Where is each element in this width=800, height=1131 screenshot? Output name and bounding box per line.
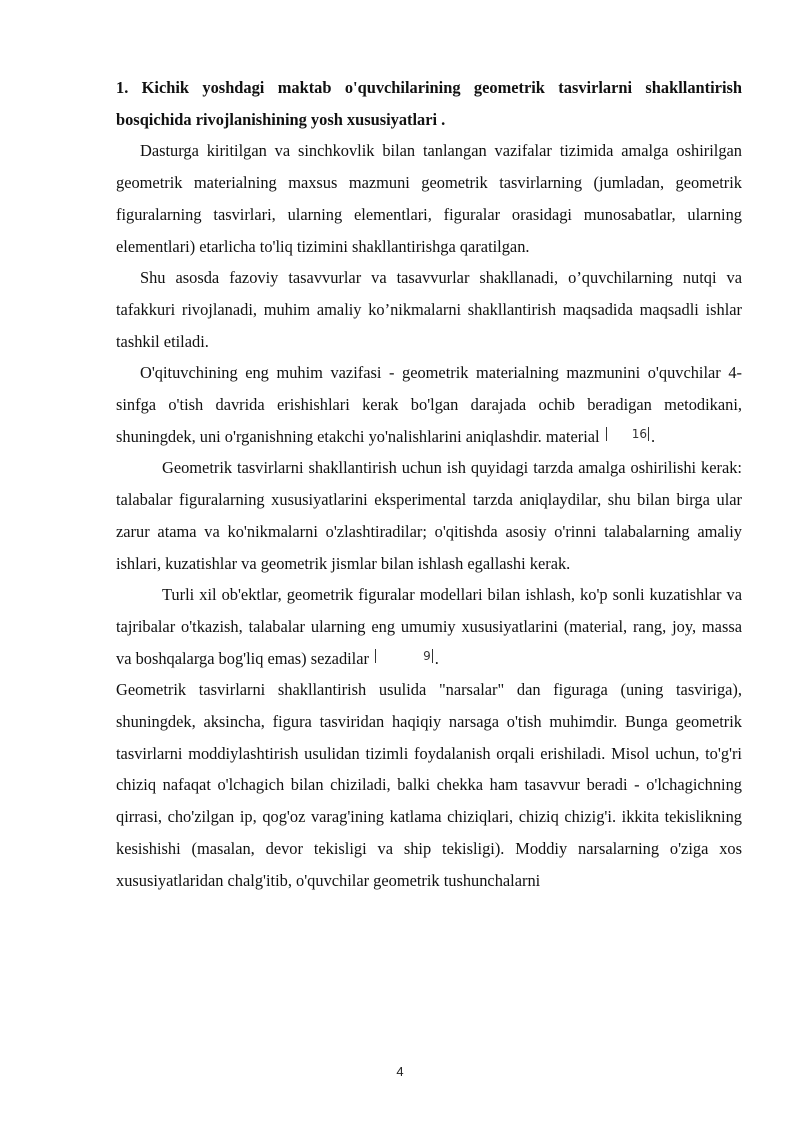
- citation-ref-9: 9: [375, 649, 433, 663]
- paragraph-5-text: Turli xil ob'ektlar, geometrik figuralar modellari bilan ishlash, ko'p sonli kuzatishlar va tajribalar o'tkazish, talabalar ularning eng umumiy xususiyatlarini (material, rang, joy, massa va boshqalarga bog'liq emas) sezadilar: [116, 585, 742, 668]
- paragraph-6: Geometrik tasvirlarni shakllantirish usulida "narsalar" dan figuraga (uning tasviriga), shuningdek, aksincha, figura tasviridan haqiqiy narsaga o'tish muhimdir. Bunga geometrik tasvirlarni moddiylashtirish usulidan tizimli foydalanish orqali erishiladi. Misol uchun, to'g'ri chiziq nafaqat o'lchagich bilan chiziladi, balki chekka ham tasavvur beradi - o'lchagichning qirrasi, cho'zilgan ip, qog'oz varag'ining katlama chiziqlari, chiziq chizig'i. ikkita tekislikning kesishishi (masalan, devor tekisligi va ship tekisligi). Moddiy narsalarning o'ziga xos xususiyatlaridan chalg'itib, o'quvchilar geometrik tushunchalarni: [116, 680, 742, 890]
- page-number: 4: [396, 1064, 404, 1079]
- paragraph-3-text: O'qituvchining eng muhim vazifasi - geometrik materialning mazmunini o'quvchilar 4-sinfga o'tish davrida erishishlari kerak bo'lgan darajada ochib beradigan metodikani, shuningdek, uni o'rganishning etakchi yo'nalishlarini aniqlashdir. material: [116, 363, 742, 446]
- paragraph-5-end: .: [434, 648, 439, 668]
- paragraph-3: [116, 357, 742, 452]
- page-body: [116, 72, 742, 896]
- paragraph-4: Geometrik tasvirlarni shakllantirish uchun ish quyidagi tarzda amalga oshirilishi kerak: talabalar figuralarning xususiyatlarini eksperimental tarzda aniqlaydilar, shu bilan birga ular zarur atama va ko'nikmalarni o'zlashtiradilar; o'qitishda asosiy o'rinni talabalarning amaliy ishlari, kuzatishlar va geometrik jismlar bilan ishlash egallashi kerak.: [116, 458, 742, 573]
- paragraph-5: [116, 579, 742, 674]
- paragraph-2: Shu asosda fazoviy tasavvurlar va tasavvurlar shakllanadi, o’quvchilarning nutqi va tafakkuri rivojlanadi, muhim amaliy ko’nikmalarni shakllantirish maqsadida maqsadli ishlar tashkil etiladi.: [116, 268, 742, 351]
- citation-ref-16: 16: [606, 427, 649, 441]
- paragraph-1: Dasturga kiritilgan va sinchkovlik bilan tanlangan vazifalar tizimida amalga oshirilgan geometrik materialning maxsus mazmuni geometrik tasvirlarning (jumladan, geometrik figuralarning tasvirlari, ularning elementlari, figuralar orasidagi munosabatlar, ularning elementlari) etarlicha to'liq tizimini shakllantirishga qaratilgan.: [116, 141, 742, 256]
- section-heading: 1. Kichik yoshdagi maktab o'quvchilarining geometrik tasvirlarni shakllantirish bosqichida rivojlanishining yosh xususiyatlari .: [116, 78, 742, 129]
- paragraph-3-end: .: [650, 426, 656, 446]
